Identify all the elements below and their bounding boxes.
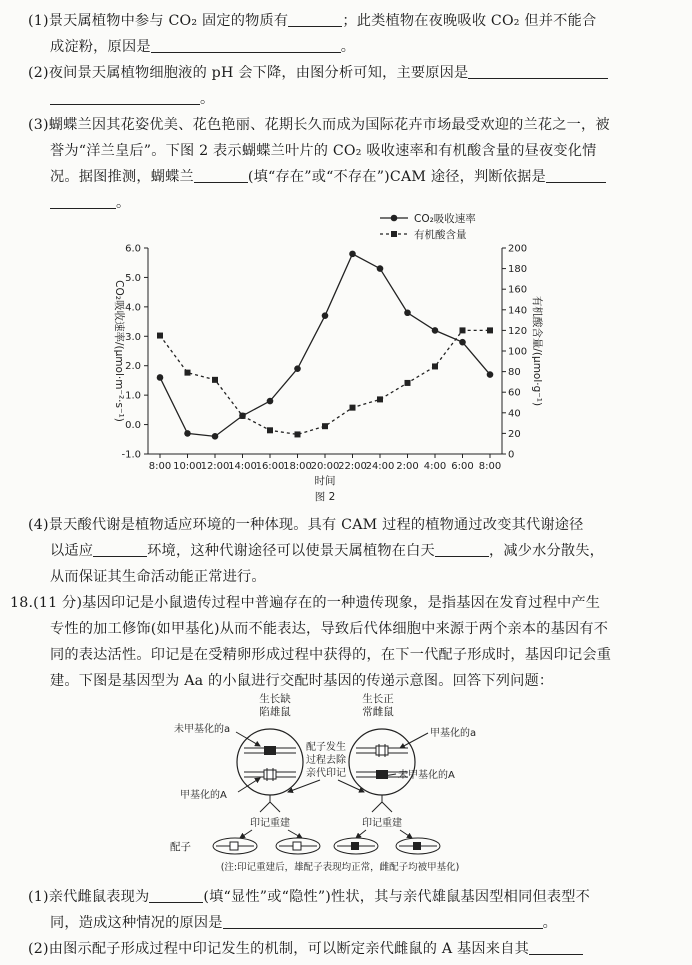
right-tick-label: 40	[508, 408, 521, 420]
x-axis-title: 时间	[314, 475, 336, 487]
q17-p3-line3: 况。据图推测，蝴蝶兰 (填“存在”或“不存在”)CAM 途径，判断依据是	[50, 166, 606, 186]
left-tick-label: 6.0	[125, 243, 141, 255]
chart-caption: 图 2	[314, 491, 336, 503]
label-methylated-A: 甲基化的A	[180, 790, 227, 801]
acid-point	[212, 377, 218, 383]
x-tick-label: 8:00	[148, 461, 172, 472]
acid-point	[185, 370, 191, 376]
left-tick-label: -1.0	[121, 449, 141, 461]
answer-blank[interactable]	[50, 90, 200, 105]
co2-point	[184, 430, 191, 437]
female-label: 常雌鼠	[362, 706, 394, 718]
right-tick-label: 60	[508, 387, 521, 399]
answer-blank[interactable]	[194, 168, 248, 183]
right-tick-label: 140	[508, 305, 528, 317]
series-line-2	[160, 330, 490, 434]
acid-point	[267, 427, 273, 433]
x-tick-label: 22:00	[338, 461, 367, 472]
q17-p3-line2: 誉为“洋兰皇后”。下图 2 表示蝴蝶兰叶片的 CO₂ 吸收速率和有机酸含量的昼夜变化情	[50, 143, 597, 159]
q17-p4-line2: 以适应 环境，这种代谢途径可以使景天属植物在白天 ，减少水分散失，	[50, 543, 605, 559]
rebuild-label: 印记重建	[250, 818, 290, 829]
left-axis-title: CO₂吸收速率/(μmol·m⁻²·s⁻¹)	[113, 280, 125, 422]
right-tick-label: 20	[508, 428, 521, 440]
right-tick-label: 180	[508, 264, 528, 276]
co2-point	[294, 365, 301, 372]
answer-blank[interactable]	[546, 168, 606, 183]
process-label: 过程去除	[306, 755, 346, 766]
co2-point	[377, 265, 384, 272]
co2-point	[157, 374, 164, 381]
series-line-1	[160, 254, 490, 436]
right-tick-label: 120	[508, 325, 528, 337]
x-tick-label: 18:00	[283, 461, 312, 472]
label-unmethylated-A: 未甲基化的A	[398, 770, 455, 781]
answer-blank[interactable]	[468, 64, 608, 79]
acid-point	[157, 333, 163, 339]
acid-point	[405, 380, 411, 386]
co2-point	[487, 371, 494, 378]
q17-p1-line1: (1)景天属植物中参与 CO₂ 固定的物质有 ；此类植物在夜晚吸收 CO₂ 但并不能合	[28, 13, 597, 29]
x-tick-label: 14:00	[228, 461, 257, 472]
left-tick-label: 4.0	[125, 302, 141, 314]
right-tick-label: 0	[508, 449, 515, 461]
answer-blank[interactable]	[435, 542, 489, 557]
x-tick-label: 2:00	[396, 461, 419, 472]
gamete-label: 配子	[170, 841, 191, 853]
x-tick-label: 8:00	[478, 461, 502, 472]
q18-stem-line2: 专性的加工修饰(如甲基化)从而不能表达，导致后代体细胞中来源于两个亲本的基因有不	[50, 621, 609, 637]
acid-point	[240, 413, 246, 419]
answer-blank[interactable]	[288, 12, 342, 27]
female-label: 生长正	[362, 693, 394, 705]
co2-point	[459, 339, 466, 346]
rebuild-label: 印记重建	[362, 818, 402, 829]
x-tick-label: 4:00	[423, 461, 447, 472]
q18-stem-line1: 18.(11 分)基因印记是小鼠遗传过程中普遍存在的一种遗传现象，是指基因在发育过程中产生	[10, 595, 601, 611]
answer-blank[interactable]	[151, 38, 341, 53]
male-label: 陷雄鼠	[259, 706, 291, 718]
female-cell	[349, 729, 415, 795]
right-tick-label: 160	[508, 284, 528, 296]
co2-point	[322, 312, 329, 319]
acid-point	[487, 327, 493, 333]
acid-point	[322, 423, 328, 429]
acid-point	[350, 405, 356, 411]
label-methylated-a: 甲基化的a	[430, 728, 477, 739]
male-label: 生长缺	[259, 693, 291, 705]
legend-label-1: CO₂吸收速率	[414, 213, 476, 225]
right-axis-title: 有机酸含量/(μmol·g⁻¹)	[531, 295, 543, 407]
legend-marker	[391, 231, 397, 237]
co2-point	[267, 398, 274, 405]
diagram-note: (注:印记重建后，雄配子表现均正常，雌配子均被甲基化)	[220, 862, 460, 873]
q17-p2-line2: 。	[50, 88, 214, 108]
q18-s1-line2: 同，造成这种情况的原因是 。	[50, 915, 558, 931]
q18-stem-line4: 建。下图是基因型为 Aa 的小鼠进行交配时基因的传递示意图。回答下列问题：	[50, 673, 554, 689]
legend-label-2: 有机酸含量	[414, 229, 467, 241]
acid-point	[377, 396, 383, 402]
process-label: 亲代印记	[306, 768, 346, 779]
chart-legend	[380, 212, 476, 241]
q17-p3-line1: (3)蝴蝶兰因其花姿优美、花色艳丽、花期长久而成为国际花卉市场最受欢迎的兰花之一，被	[28, 117, 610, 133]
gamete	[213, 838, 257, 854]
process-label: 配子发生	[306, 742, 346, 753]
left-tick-label: 1.0	[125, 390, 141, 402]
answer-blank[interactable]	[223, 914, 543, 929]
q18-stem-line3: 同的表达活性。印记是在受精卵形成过程中获得的，在下一代配子形成时，基因印记会重	[50, 647, 612, 663]
co2-point	[212, 433, 219, 440]
line-chart	[0, 204, 692, 510]
q17-p1-line2: 成淀粉，原因是 。	[50, 39, 356, 55]
co2-point	[432, 327, 439, 334]
acid-point	[432, 363, 438, 369]
x-tick-label: 24:00	[365, 461, 395, 472]
right-tick-label: 80	[508, 367, 521, 379]
q17-p2-line1: (2)夜间景天属植物细胞液的 pH 会下降，由图分析可知，主要原因是	[28, 62, 608, 82]
answer-blank[interactable]	[529, 940, 583, 955]
x-tick-label: 10:00	[173, 461, 202, 472]
x-tick-label: 12:00	[200, 461, 230, 472]
answer-blank[interactable]	[93, 542, 147, 557]
gamete	[334, 838, 378, 854]
x-tick-label: 16:00	[255, 461, 285, 472]
left-tick-label: 2.0	[125, 361, 141, 373]
chart-axes	[113, 244, 544, 504]
answer-blank[interactable]	[149, 888, 203, 903]
acid-point	[295, 431, 301, 437]
label-unmethylated-a: 未甲基化的a	[174, 724, 231, 735]
right-tick-label: 200	[508, 243, 528, 255]
q17-p4-line3: 从而保证其生命活动能正常进行。	[50, 569, 266, 585]
q18-s2-line1: (2)由图示配子形成过程中印记发生的机制，可以断定亲代雌鼠的 A 基因来自其	[28, 938, 583, 958]
q17-p4-line1: (4)景天酸代谢是植物适应环境的一种体现。具有 CAM 过程的植物通过改变其代谢途径	[28, 517, 584, 533]
q17-p3-line4: 。	[50, 192, 130, 212]
imprinting-diagram	[160, 688, 520, 876]
right-tick-label: 100	[508, 346, 528, 358]
gamete	[396, 838, 440, 854]
left-tick-label: 5.0	[125, 272, 141, 284]
x-tick-label: 20:00	[310, 461, 340, 472]
q18-s1-line1: (1)亲代雌鼠表现为 (填“显性”或“隐性”)性状，其与亲代雄鼠基因型相同但表型不	[28, 889, 591, 905]
left-tick-label: 0.0	[125, 420, 141, 432]
acid-point	[460, 327, 466, 333]
legend-marker	[391, 215, 398, 222]
gamete	[276, 838, 320, 854]
co2-point	[404, 309, 411, 316]
left-tick-label: 3.0	[125, 331, 141, 343]
x-tick-label: 6:00	[451, 461, 474, 472]
chart-series	[157, 251, 494, 440]
co2-point	[349, 251, 356, 258]
